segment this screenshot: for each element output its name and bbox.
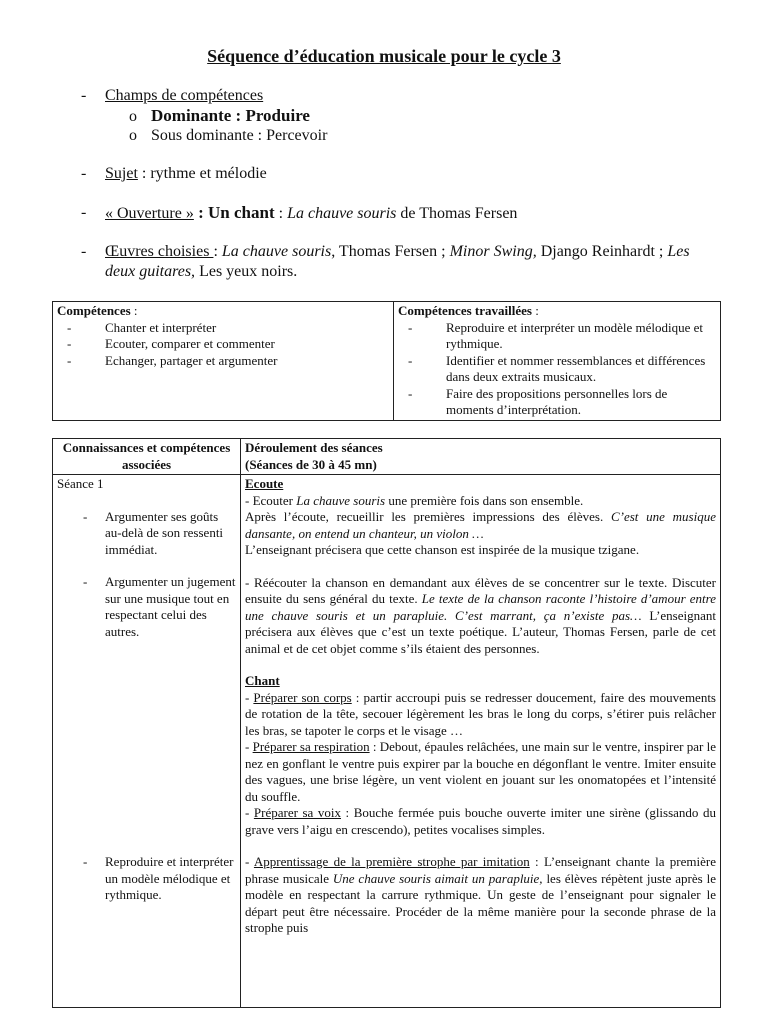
oeuvre-3: Les deux guitares, — [105, 243, 690, 280]
col-header-connaissances: Connaissances et compétences associées — [53, 439, 241, 475]
competences-travaillees-list — [398, 320, 716, 419]
col-header-deroulement: Déroulement des séances (Séances de 30 à 45 mn) — [241, 439, 721, 475]
list-item: - Chanter et interpréter — [57, 320, 389, 337]
seance-label: Séance 1 — [57, 476, 104, 491]
list-item: - Faire des propositions personnelles lors de moments d’interprétation. — [398, 386, 716, 419]
competences-cell: Compétences : - Chanter et interpréter - Ecouter, comparer et commenter - Echanger, partager et argumenter — [53, 302, 394, 421]
chant-voix: - Préparer sa voix : Bouche fermée puis bouche ouverte imiter une sirène (glissando du grave vers l’aigu en crescendo), petites vocalises simples. — [245, 805, 716, 837]
champs-label: Champs de compétences — [105, 87, 264, 104]
ecoute-para-2: Après l’écoute, recueillir les premières impressions des élèves. C’est une musique dansante, on entend un chanteur, un violon … — [245, 509, 716, 541]
connaissances-cell — [53, 475, 241, 1008]
competences-list — [57, 320, 389, 370]
ecoute-para-3: L’enseignant précisera que cette chanson est inspirée de la musique tzigane. — [245, 542, 640, 557]
chant-corps: - Préparer son corps : partir accroupi puis se redresser doucement, faire des mouvements de rotation de la tête, secouer légèrement les bras le long du corps, s’étirer puis relâcher les bras, se tapoter le corps et le visage … — [245, 689, 716, 738]
list-item: - Echanger, partager et argumenter — [57, 353, 389, 370]
bullet-champs: - Champs de compétences — [81, 87, 264, 104]
sub-bullet-dominante: o Dominante : Produire — [129, 106, 310, 125]
competences-table — [52, 301, 721, 421]
page-title: Séquence d’éducation musicale pour le cycle 3 — [207, 46, 561, 66]
sujet-value: : rythme et mélodie — [137, 165, 267, 182]
list-item: - Reproduire et interpréter un modèle mélodique et rythmique. — [57, 854, 236, 904]
ecoute-para-1: - Ecouter La chauve souris une première fois dans son ensemble. — [245, 492, 584, 508]
bullet-sujet: - Sujet : rythme et mélodie — [81, 165, 267, 182]
ecoute-para-4: - Réécouter la chanson en demandant aux élèves de se concentrer sur le texte. Discuter ensuite du sens général du texte. Le texte de la chanson raconte l’histoire d’amour entre une chauve souris et un parapluie. C’est marrant, ça n’existe pas… L’enseignant précisera aux élèves que c’est un texte poétique. L’auteur, Thomas Fersen, parle de cet animal et de cet objet comme s’ils étaient des personnes. — [245, 574, 716, 656]
ouverture-work: La chauve souris — [287, 205, 397, 222]
competences-travaillees-cell: Compétences travaillées : - Reproduire et interpréter un modèle mélodique et rythmique. - Identifier et nommer ressemblances et différences dans deux extraits musicaux. - Faire des propositions personnelles lors de moments d’interprétation. — [394, 302, 721, 421]
oeuvre-2: Minor Swing, — [449, 243, 537, 260]
oeuvres-label: Œuvres choisies — [105, 243, 214, 260]
chant-apprentissage: - Apprentissage de la première strophe par imitation : L’enseignant chante la première phrase musicale Une chauve souris aimait un parapluie, les élèves répètent juste après le modèle en respectant la carrure rythmique. Un geste de l’enseignant pour signaler le départ peut être nécessaire. Procéder de la même manière pour la seconde phrase de la strophe puis — [245, 854, 716, 935]
deroulement-cell — [241, 475, 721, 1008]
ouverture-label: « Ouverture » — [105, 205, 194, 222]
seances-table — [52, 438, 721, 1008]
ouverture-author: de Thomas Fersen — [396, 205, 518, 222]
chant-respiration: - Préparer sa respiration : Debout, épaules relâchées, une main sur le ventre, inspirer par le nez en gonflant le ventre puis expirer par la bouche en dégonflant le ventre. Imiter ensuite des vagues, une brise légère, un vent violent en jouant sur les onomatopées et l’intensité du souffle. — [245, 739, 717, 804]
competences-travaillees-title: Compétences travaillées — [398, 303, 532, 318]
list-item: - Reproduire et interpréter un modèle mélodique et rythmique. — [398, 320, 716, 353]
list-item: - Argumenter un jugement sur une musique tout en respectant celui des autres. — [57, 574, 236, 640]
ecoute-heading: Ecoute — [245, 476, 284, 491]
list-item: - Ecouter, comparer et commenter — [57, 336, 389, 353]
list-item: - Argumenter ses goûts au-delà de son ressenti immédiat. — [57, 509, 236, 559]
bullet-oeuvres: - Œuvres choisies : La chauve souris, Thomas Fersen ; Minor Swing, Django Reinhardt ; Les deux guitares, Les yeux noirs. — [81, 243, 690, 280]
list-item: - Identifier et nommer ressemblances et différences dans deux extraits musicaux. — [398, 353, 716, 386]
chant-heading: Chant — [245, 673, 280, 688]
oeuvre-1: La chauve souris — [221, 243, 332, 260]
bullet-ouverture: - « Ouverture » : Un chant : La chauve souris de Thomas Fersen — [81, 203, 518, 222]
sub-bullet-sous-dominante: o Sous dominante : Percevoir — [129, 127, 328, 144]
dominante-text: Dominante : Produire — [151, 106, 310, 125]
ouverture-chant: : Un chant — [193, 203, 275, 222]
sujet-label: Sujet — [105, 165, 138, 182]
sous-dominante-text: Sous dominante : Percevoir — [151, 127, 328, 144]
competences-title: Compétences — [57, 303, 131, 318]
